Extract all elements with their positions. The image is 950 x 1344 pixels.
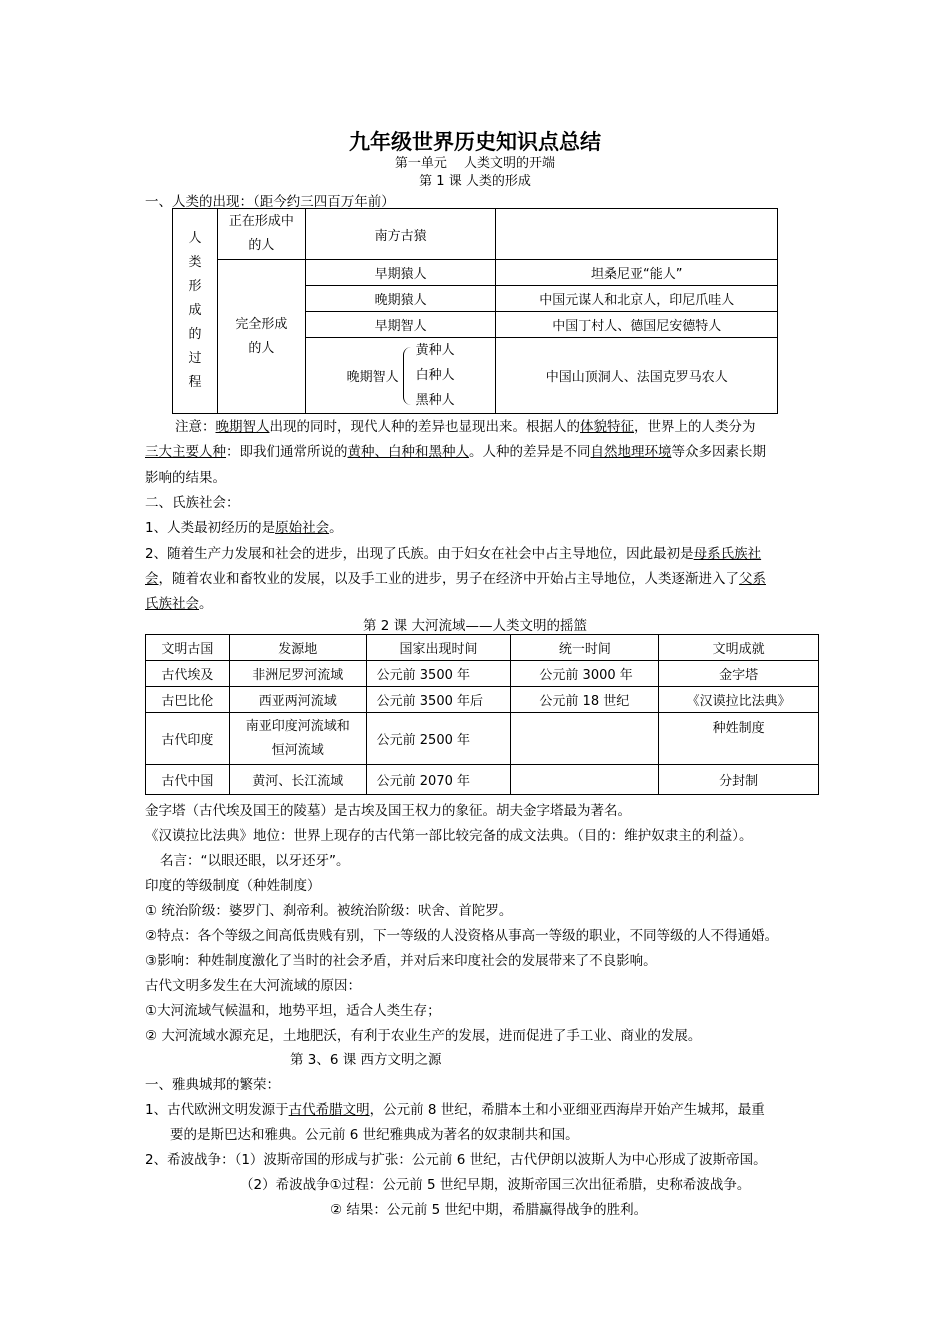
origin-cell: 南亚印度河流域和 恒河流域 (229, 713, 366, 765)
example-cell: 中国山顶洞人、法国克罗马农人 (496, 338, 778, 414)
founded-cell: 公元前 3500 年 (366, 661, 511, 687)
country-cell: 古代中国 (146, 765, 230, 795)
table-row (146, 713, 819, 765)
note-line-2: 三大主要人种：即我们通常所说的黄种、白种和黑种人。人种的差异是不同自然地理环境等众多因素长期 (145, 444, 766, 460)
clan-line-1: 1、人类最初经历的是原始社会。 (145, 520, 343, 536)
note-line-3: 影响的结果。 (145, 470, 226, 486)
australopith-cell: 南方古猿 (305, 209, 496, 260)
achievement-cell: 分封制 (659, 765, 819, 795)
founded-cell: 公元前 2070 年 (366, 765, 511, 795)
greece-line-1: 1、古代欧洲文明发源于古代希腊文明，公元前 8 世纪，希腊本土和小亚细亚西海岸开始产生城邦，最重 (145, 1102, 765, 1118)
section2-heading: 二、氏族社会： (145, 495, 240, 511)
document-title: 九年级世界历史知识点总结 (349, 129, 601, 154)
origin-cell: 非洲尼罗河流域 (229, 661, 366, 687)
header-cell: 统一时间 (511, 635, 659, 661)
founded-cell: 公元前 3500 年后 (366, 687, 511, 713)
athens-heading: 一、雅典城邦的繁荣： (145, 1077, 280, 1093)
header-cell: 发源地 (229, 635, 366, 661)
achievement-cell: 《汉谟拉比法典》 (659, 687, 819, 713)
country-cell: 古代印度 (146, 713, 230, 765)
lesson3-title: 第 3、6 课 西方文明之源 (290, 1052, 442, 1068)
country-cell: 古代埃及 (146, 661, 230, 687)
pyramid-note: 金字塔（古代埃及国王的陵墓）是古埃及国王权力的象征。胡夫金字塔最为著名。 (145, 803, 631, 819)
unified-cell: 公元前 3000 年 (511, 661, 659, 687)
unified-cell (511, 765, 659, 795)
forming-human-cell: 正在形成中 的人 (217, 209, 305, 260)
caste-heading: 印度的等级制度（种姓制度） (145, 878, 321, 894)
stage-cell: 晚期猿人 (305, 286, 496, 312)
table-row (146, 661, 819, 687)
brace-icon (403, 347, 412, 405)
header-cell: 文明古国 (146, 635, 230, 661)
quote-note: 名言：“以眼还眼，以牙还牙”。 (160, 853, 350, 869)
header-cell: 国家出现时间 (366, 635, 511, 661)
clan-line-4: 氏族社会。 (145, 596, 213, 612)
country-cell: 古巴比伦 (146, 687, 230, 713)
origin-cell: 黄河、长江流域 (229, 765, 366, 795)
stage-cell: 早期猿人 (305, 260, 496, 286)
table-row (146, 765, 819, 795)
achievement-cell: 金字塔 (659, 661, 819, 687)
clan-line-2: 2、随着生产力发展和社会的进步，出现了氏族。由于妇女在社会中占主导地位，因此最初是母系氏族社 (145, 546, 762, 562)
unit-title: 第一单元 人类文明的开端 (394, 156, 556, 171)
caste-point-1: ① 统治阶级：婆罗门、刹帝利。被统治阶级：吠舍、首陀罗。 (145, 903, 513, 919)
achievement-cell: 种姓制度 (659, 713, 819, 765)
persian-war-line-1: 2、希波战争：（1）波斯帝国的形成与扩张：公元前 6 世纪，古代伊朗以波斯人为中心形成了波斯帝国。 (145, 1152, 767, 1168)
origin-cell: 西亚两河流域 (229, 687, 366, 713)
note-line-1: 注意：晚期智人出现的同时，现代人种的差异也显现出来。根据人的体貌特征，世界上的人类分为 (175, 419, 756, 435)
caste-point-3: ③影响：种姓制度激化了当时的社会矛盾，并对后来印度社会的发展带来了不良影响。 (145, 953, 657, 969)
greece-line-2: 要的是斯巴达和雅典。公元前 6 世纪雅典成为著名的奴隶制共和国。 (170, 1127, 579, 1143)
stage-cell: 早期智人 (305, 312, 496, 338)
evolution-table (172, 208, 778, 414)
persian-war-line-2: （2）希波战争①过程：公元前 5 世纪早期，波斯帝国三次出征希腊，史称希波战争。 (240, 1177, 751, 1193)
unified-cell (511, 713, 659, 765)
section1-heading: 一、人类的出现：（距今约三四百万年前） (145, 194, 395, 210)
table-row (146, 687, 819, 713)
lesson1-title: 第 1 课 人类的形成 (419, 174, 531, 189)
example-cell: 中国丁村人、德国尼安德特人 (496, 312, 778, 338)
code-note: 《汉谟拉比法典》地位：世界上现存的古代第一部比较完备的成文法典。（目的：维护奴隶主的利益）。 (145, 828, 753, 844)
header-cell: 文明成就 (659, 635, 819, 661)
civilization-table (145, 634, 819, 795)
river-reason-2: ② 大河流域水源充足，土地肥沃，有利于农业生产的发展，进而促进了手工业、商业的发展。 (145, 1028, 702, 1044)
clan-line-3: 会，随着农业和畜牧业的发展，以及手工业的进步，男子在经济中开始占主导地位，人类逐渐进入了父系 (145, 571, 766, 587)
river-reason-heading: 古代文明多发生在大河流域的原因： (145, 978, 361, 994)
example-cell: 中国元谋人和北京人，印尼爪哇人 (496, 286, 778, 312)
river-reason-1: ①大河流域气候温和，地势平坦，适合人类生存； (145, 1003, 441, 1019)
late-sapiens-cell (305, 338, 496, 414)
persian-war-line-3: ② 结果：公元前 5 世纪中期，希腊赢得战争的胜利。 (330, 1202, 648, 1218)
lesson2-title: 第 2 课 大河流域——人类文明的摇篮 (363, 618, 587, 634)
unified-cell: 公元前 18 世纪 (511, 687, 659, 713)
race-list: 黄种人 白种人 黑种人 (415, 343, 455, 408)
complete-human-cell: 完全形成的人 (217, 260, 305, 414)
caste-point-2: ②特点：各个等级之间高低贵贱有别，下一等级的人没资格从事高一等级的职业，不同等级的人不得通婚。 (145, 928, 779, 944)
evolution-vertical-label: 人 类 形 成 的 过 程 (173, 209, 218, 414)
founded-cell: 公元前 2500 年 (366, 713, 511, 765)
australopith-example-cell (496, 209, 778, 260)
late-sapiens-label: 晚期智人 (346, 370, 399, 385)
example-cell: 坦桑尼亚“能人” (496, 260, 778, 286)
